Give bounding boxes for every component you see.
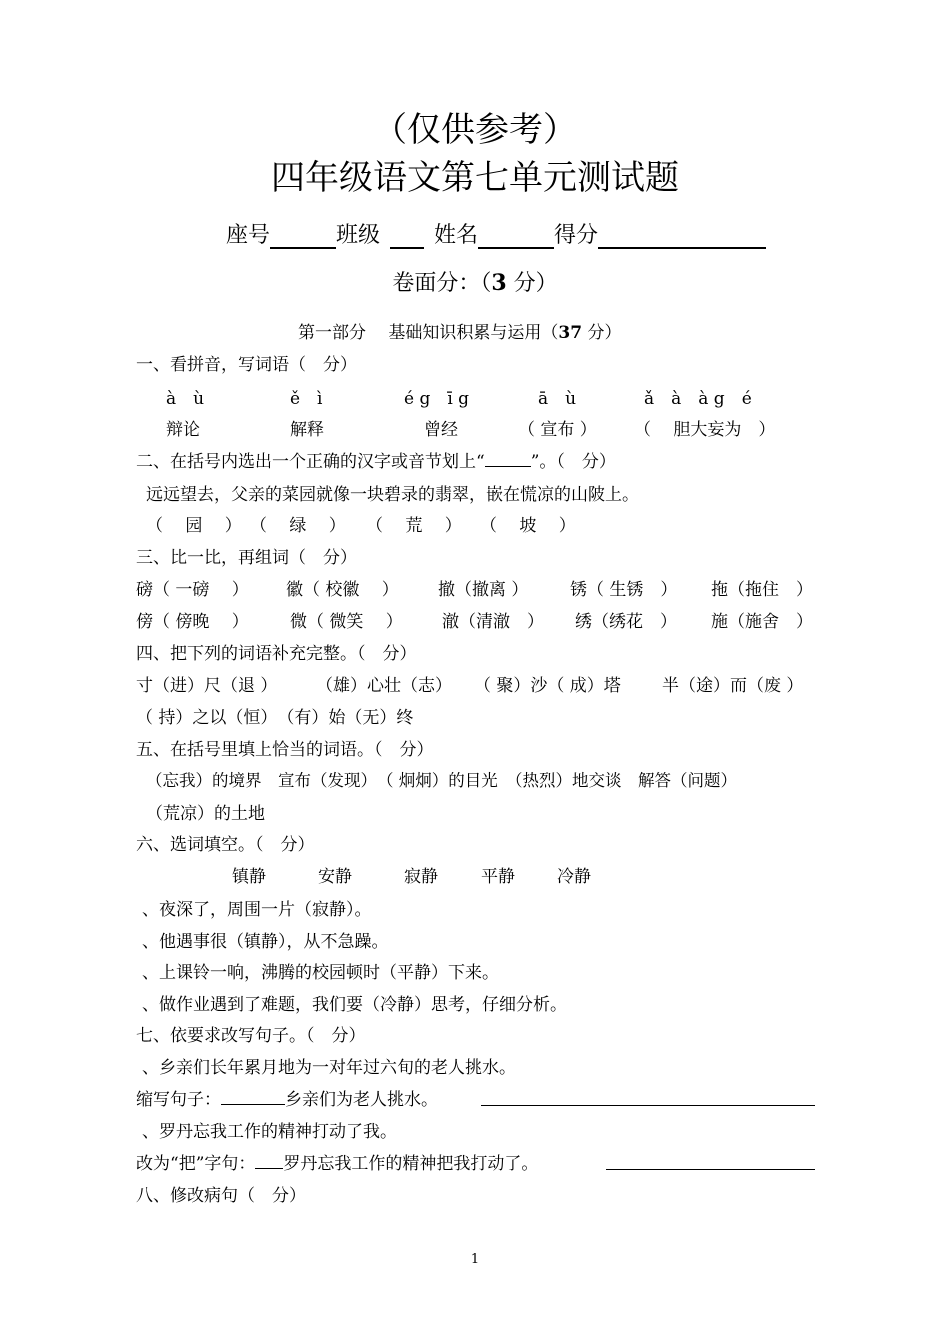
class-label: 班级 bbox=[336, 223, 381, 248]
compare-1-5: 拖（拖住 ） bbox=[711, 580, 813, 600]
part1-suffix: 分） bbox=[582, 323, 622, 343]
compare-1-3: 撤（撤离 ） bbox=[438, 580, 529, 600]
rewrite-a2-label: 改为“把”字句： bbox=[136, 1154, 256, 1174]
rewrite-a2-answer-line[interactable] bbox=[606, 1169, 815, 1170]
part1-heading bbox=[298, 318, 621, 343]
choice-5: 冷静 bbox=[557, 867, 591, 887]
option-1: （ 园 ） bbox=[146, 516, 242, 536]
compare-1-4: 锈（ 生锈 ） bbox=[570, 580, 678, 600]
word-2: 解释 bbox=[290, 420, 324, 440]
score-blank[interactable] bbox=[598, 223, 766, 249]
choice-3: 寂静 bbox=[404, 867, 438, 887]
name-label: 姓名 bbox=[434, 223, 479, 248]
pinyin-1: à ù bbox=[166, 389, 205, 409]
juanmian-score bbox=[0, 266, 950, 297]
pinyin-3: é g ī g bbox=[404, 389, 470, 409]
compare-2-1: 傍（ 傍晚 ） bbox=[136, 612, 249, 632]
section7-heading: 七、依要求改写句子。（ 分） bbox=[136, 1026, 366, 1046]
idiom-4: 半（途）而（废 ） bbox=[662, 676, 804, 696]
section5-heading: 五、在括号里填上恰当的词语。（ 分） bbox=[136, 740, 434, 760]
section8-heading: 八、修改病句（ 分） bbox=[136, 1186, 306, 1206]
compare-2-2: 微（ 微笑 ） bbox=[290, 612, 403, 632]
juanmian-num: 3 bbox=[491, 270, 507, 296]
section1-heading: 一、看拼音，写词语（ 分） bbox=[136, 355, 357, 375]
choice-4: 平静 bbox=[481, 867, 515, 887]
section2-heading-a: 二、在括号内选出一个正确的汉字或音节划上“ bbox=[136, 452, 485, 472]
section2-sentence: 远远望去，父亲的菜园就像一块碧录的翡翠，嵌在慌凉的山陂上。 bbox=[146, 485, 639, 505]
section6-heading: 六、选词填空。（ 分） bbox=[136, 835, 315, 855]
pinyin-2: ě ì bbox=[290, 389, 323, 409]
rewrite-q2: 、罗丹忘我工作的精神打动了我。 bbox=[142, 1122, 397, 1142]
part1-num: 37 bbox=[558, 323, 583, 343]
rewrite-a2-text: 罗丹忘我工作的精神把我打动了。 bbox=[283, 1154, 539, 1174]
option-4: （ 坡 ） bbox=[480, 516, 576, 536]
student-info-line bbox=[226, 218, 766, 249]
idiom-1: 寸（进）尺（退 ） bbox=[136, 676, 278, 696]
compare-1-1: 磅（ 一磅 ） bbox=[136, 580, 249, 600]
idiom-row2: （ 持）之以（恒） （有）始（无）终 bbox=[136, 708, 414, 728]
compare-2-4: 绣（绣花 ） bbox=[575, 612, 677, 632]
phrase-row1: （忘我）的境界 宣布（发现） （ 炯炯）的目光 （热烈）地交谈 解答（问题） bbox=[146, 771, 737, 790]
fill-item-2: 、他遇事很（镇静），从不急躁。 bbox=[142, 932, 389, 952]
section2-heading bbox=[136, 447, 616, 472]
word-4: （ 宣布 ） bbox=[518, 420, 597, 440]
class-blank[interactable] bbox=[390, 223, 424, 249]
juanmian-prefix: 卷面分：（ bbox=[392, 271, 492, 296]
section2-heading-b: ”。（ 分） bbox=[530, 452, 616, 472]
page-title: 四年级语文第七单元测试题 bbox=[271, 158, 679, 198]
section4-heading: 四、把下列的词语补充完整。（ 分） bbox=[136, 644, 417, 664]
fill-item-1: 、夜深了，周围一片（寂静）。 bbox=[142, 900, 372, 920]
underline-sample bbox=[485, 452, 531, 467]
juanmian-suffix: 分） bbox=[506, 271, 558, 296]
phrase-row2: （荒凉）的土地 bbox=[146, 804, 265, 824]
rewrite-q1: 、乡亲们长年累月地为一对年过六旬的老人挑水。 bbox=[142, 1058, 516, 1078]
seat-label: 座号 bbox=[226, 223, 271, 248]
word-1: 辩论 bbox=[166, 420, 200, 440]
rewrite-a1 bbox=[136, 1085, 438, 1110]
compare-2-5: 施（施舍 ） bbox=[711, 612, 813, 632]
rewrite-a1-text: 乡亲们为老人挑水。 bbox=[285, 1090, 438, 1110]
page-number: 1 bbox=[470, 1252, 480, 1267]
compare-1-2: 徽（ 校徽 ） bbox=[286, 580, 399, 600]
rewrite-a1-blank[interactable] bbox=[221, 1090, 285, 1105]
word-5: （ 胆大妄为 ） bbox=[634, 420, 776, 440]
choice-1: 镇静 bbox=[232, 867, 266, 887]
part1-prefix: 第一部分 基础知识积累与运用（ bbox=[298, 323, 559, 343]
seat-blank[interactable] bbox=[270, 223, 336, 249]
title-note: （仅供参考） bbox=[373, 110, 577, 150]
idiom-2: （雄）心壮（志） bbox=[316, 676, 452, 696]
fill-item-3: 、上课铃一响，沸腾的校园顿时（平静）下来。 bbox=[142, 963, 499, 983]
rewrite-a2-blank[interactable] bbox=[255, 1154, 283, 1169]
rewrite-a1-answer-line[interactable] bbox=[481, 1105, 815, 1106]
option-3: （ 荒 ） bbox=[366, 516, 462, 536]
score-label: 得分 bbox=[554, 223, 599, 248]
pinyin-5: ǎ à à g é bbox=[644, 389, 752, 409]
section3-heading: 三、比一比，再组词（ 分） bbox=[136, 548, 357, 568]
word-3: 曾经 bbox=[424, 420, 458, 440]
choice-2: 安静 bbox=[318, 867, 352, 887]
rewrite-a1-label: 缩写句子： bbox=[136, 1090, 221, 1110]
rewrite-a2 bbox=[136, 1149, 538, 1174]
compare-2-3: 澈（清澈 ） bbox=[442, 612, 544, 632]
option-2: （ 绿 ） bbox=[250, 516, 346, 536]
pinyin-4: ā ù bbox=[538, 389, 577, 409]
name-blank[interactable] bbox=[478, 223, 554, 249]
fill-item-4: 、做作业遇到了难题，我们要（冷静）思考，仔细分析。 bbox=[142, 995, 567, 1015]
idiom-3: （ 聚）沙（ 成）塔 bbox=[474, 676, 621, 696]
